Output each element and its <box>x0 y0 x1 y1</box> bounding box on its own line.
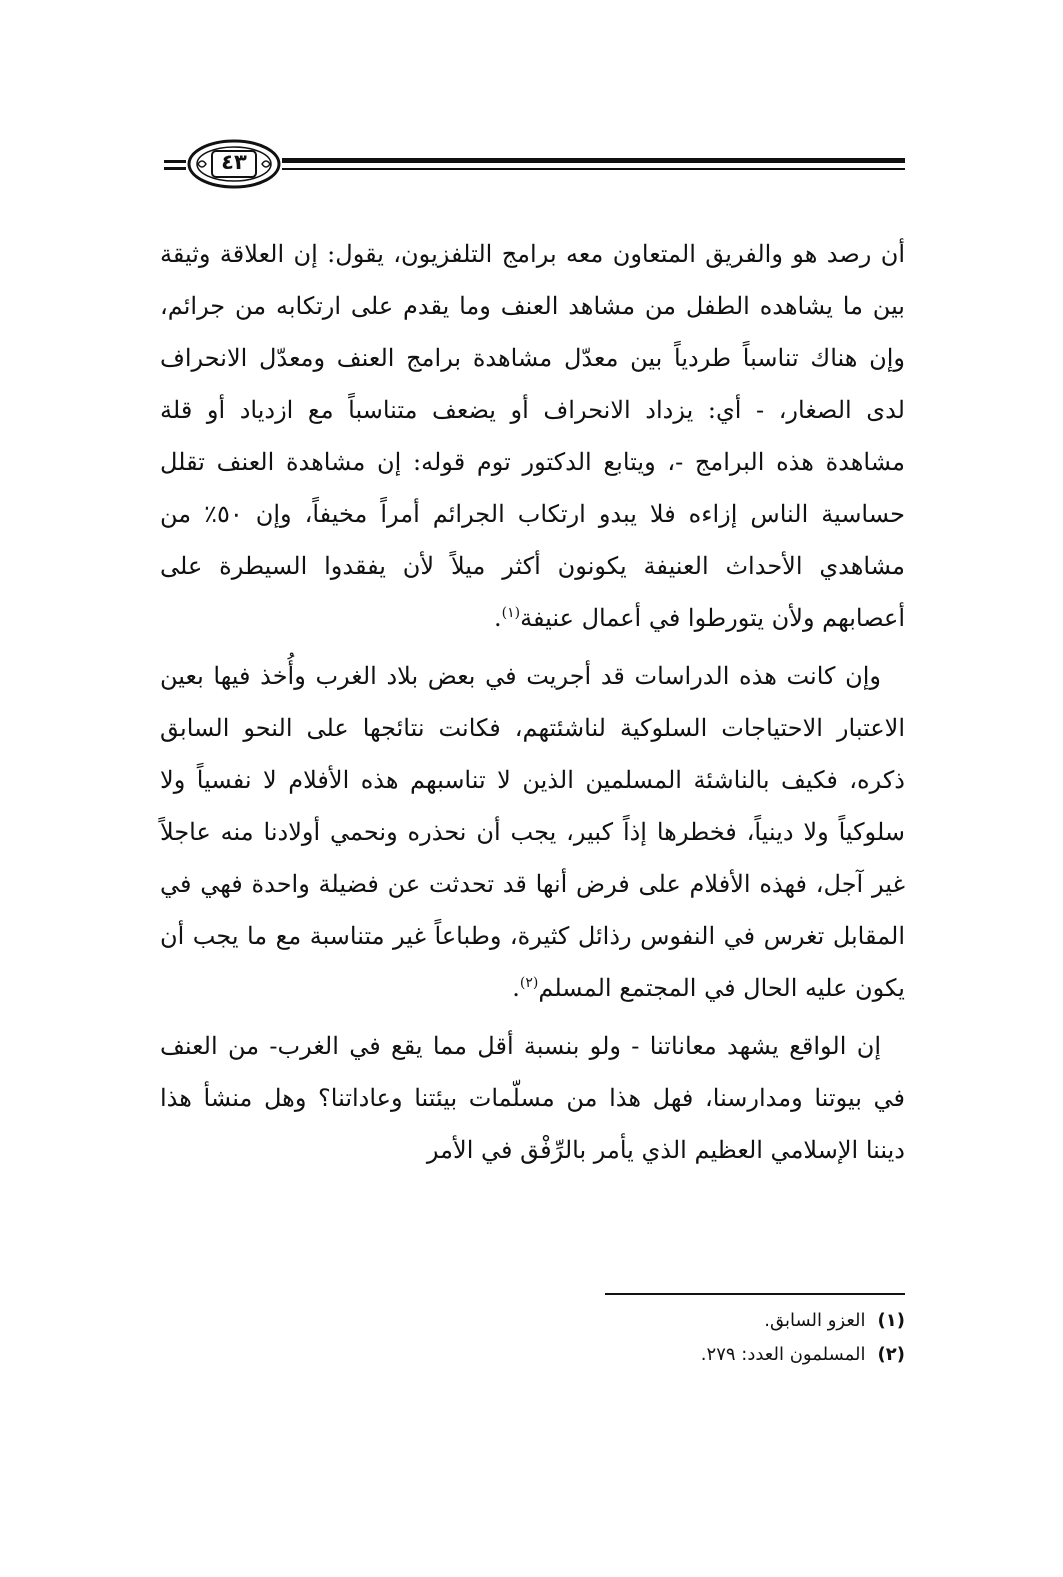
header-rule-left <box>164 160 186 163</box>
main-text <box>160 228 905 1176</box>
footnote-divider <box>605 1293 905 1295</box>
footnote-item <box>505 1304 905 1338</box>
paragraph-text: أن رصد هو والفريق المتعاون معه برامج التلفزيون، يقول: إن العلاقة وثيقة بين ما يشاهده الطفل من مشاهد العنف وما يقدم على ارتكابه من جرائم، وإن هناك تناسباً طردياً بين معدّل مشاهدة برامج العنف ومعدّل الانحراف لدى الصغار، - أي: يزداد الانحراف أو يضعف متناسباً مع ازدياد أو قلة مشاهدة هذه البرامج -، ويتابع الدكتور توم قوله: إن مشاهدة العنف تقلل حساسية الناس إزاءه فلا يبدو ارتكاب الجرائم أمراً مخيفاً، وإن ٥٠٪ من مشاهدي الأحداث العنيفة يكونون أكثر ميلاً لأن يفقدوا السيطرة على أعصابهم ولأن يتورطوا في أعمال عنيفة <box>160 240 905 632</box>
page-header <box>160 138 905 196</box>
paragraph-1 <box>160 228 905 644</box>
footnote-text: العزو السابق. <box>764 1310 866 1331</box>
page-number-badge <box>186 138 282 190</box>
paragraph-2 <box>160 650 905 1014</box>
paragraph-end: . <box>494 604 502 632</box>
paragraph-text: إن الواقع يشهد معاناتنا - ولو بنسبة أقل مما يقع في الغرب- من العنف في بيوتنا ومدارسنا، فهل هذا من مسلّمات بيئتنا وعاداتنا؟ وهل منشأ هذا ديننا الإسلامي العظيم الذي يأمر بالرِّفْق في الأمر <box>160 1032 905 1164</box>
footnote-ref-2: (٢) <box>519 975 539 991</box>
footnote-item <box>505 1338 905 1372</box>
paragraph-3 <box>160 1020 905 1176</box>
page-number: ٤٣ <box>221 150 247 174</box>
footnotes <box>505 1304 905 1372</box>
footnote-number: (١) <box>877 1310 905 1331</box>
paragraph-end: . <box>512 974 520 1002</box>
footnote-ref-1: (١) <box>501 605 521 621</box>
paragraph-text: وإن كانت هذه الدراسات قد أجريت في بعض بلاد الغرب وأُخذ فيها بعين الاعتبار الاحتياجات السلوكية لناشئتهم، فكانت نتائجها على النحو السابق ذكره، فكيف بالناشئة المسلمين الذين لا تناسبهم هذه الأفلام لا نفسياً ولا سلوكياً ولا دينياً، فخطرها إذاً كبير، يجب أن نحذره ونحمي أولادنا منه عاجلاً غير آجل، فهذه الأفلام على فرض أنها قد تحدثت عن فضيلة واحدة فهي في المقابل تغرس في النفوس رذائل كثيرة، وطباعاً غير متناسبة مع ما يجب أن يكون عليه الحال في المجتمع المسلم <box>160 662 905 1002</box>
footnote-text: المسلمون العدد: ٢٧٩. <box>700 1344 866 1365</box>
footnote-number: (٢) <box>877 1344 905 1365</box>
header-rule-right <box>282 158 905 163</box>
